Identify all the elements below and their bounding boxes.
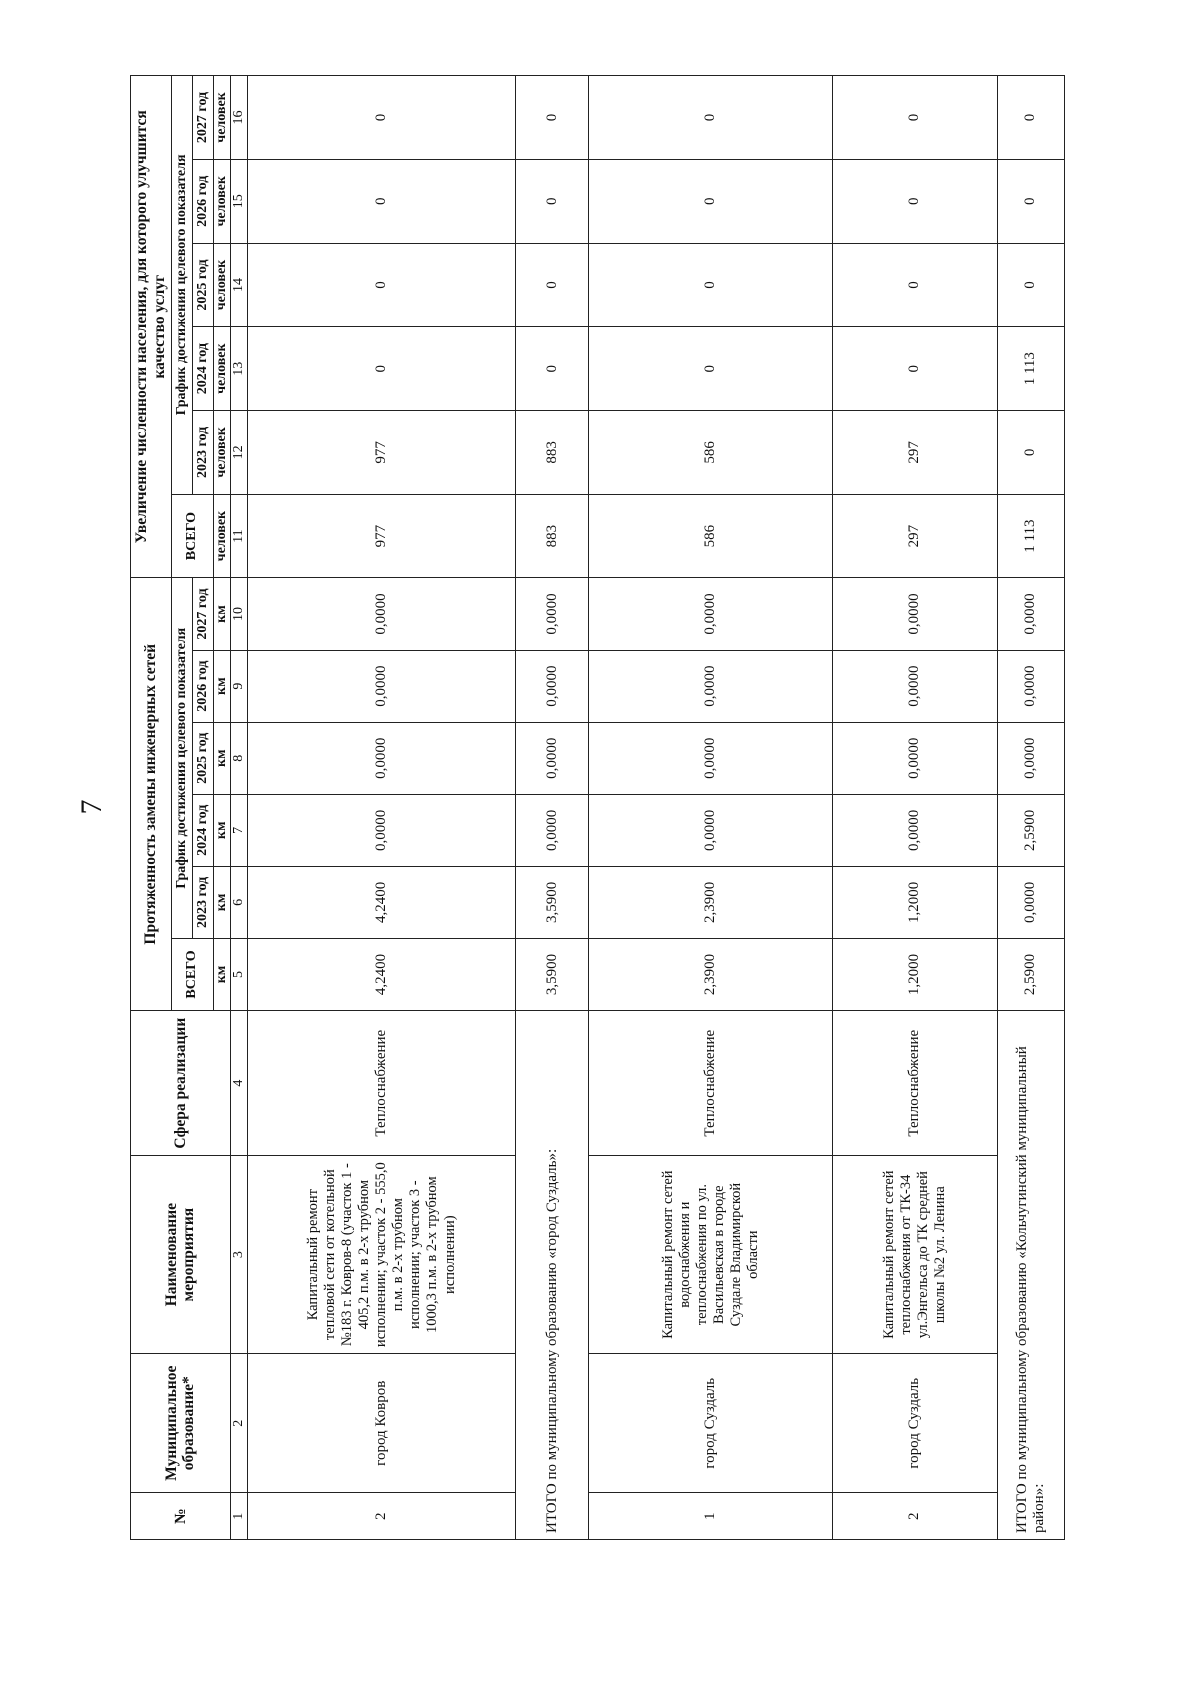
header-municipality: Муниципальное образование* [131,1353,231,1493]
total-people-value: 0 [516,327,589,411]
header-people-year: 2026 год [192,159,213,243]
total-km-value: 0,0000 [516,722,589,794]
column-number: 3 [230,1156,247,1354]
header-network-group: Протяженность замены инженерных сетей [131,578,172,1011]
total-people-value: 0 [997,411,1064,495]
row-people-value: 0 [833,243,998,327]
row-sphere: Теплоснабжение [589,1011,833,1156]
row-measure: Капитальный ремонт сетей теплоснабжения от ТК-34 ул.Энгельса до ТК средней школы №2 ул. Ленина [833,1156,998,1354]
row-people-value: 0 [248,76,516,160]
header-people-year: 2025 год [192,243,213,327]
column-number: 5 [230,938,247,1010]
row-measure: Капитальный ремонт тепловой сети от котельной №183 г. Ковров-8 (участок 1 - 405,2 п.м. в 2-х трубном исполнении; участок 2 - 555,0 п.м. в 2-х трубном исполнении; участок 3 - 1000,3 п.м. в 2-х трубном исполнении) [248,1156,516,1354]
row-people-value: 977 [248,494,516,578]
table-row [833,76,998,1540]
row-km-value: 0,0000 [248,650,516,722]
row-people-value: 0 [589,243,833,327]
column-number: 9 [230,650,247,722]
header-people-year: 2024 год [192,327,213,411]
row-municipality: город Суздаль [589,1353,833,1493]
row-people-value: 297 [833,411,998,495]
total-people-value: 0 [516,243,589,327]
row-sphere: Теплоснабжение [833,1011,998,1156]
column-number: 2 [230,1353,247,1493]
row-people-value: 297 [833,494,998,578]
row-km-value: 0,0000 [248,578,516,650]
row-km-value: 0,0000 [589,794,833,866]
unit-km: км [213,722,230,794]
unit-km: км [213,866,230,938]
column-number: 8 [230,722,247,794]
row-km-value: 4,2400 [248,866,516,938]
row-people-value: 0 [248,243,516,327]
total-km-value: 0,0000 [997,866,1064,938]
row-km-value: 0,0000 [589,650,833,722]
unit-km: км [213,938,230,1010]
total-people-value: 1 113 [997,327,1064,411]
column-number: 6 [230,866,247,938]
total-people-value: 0 [997,76,1064,160]
total-km-value: 0,0000 [516,578,589,650]
header-sphere: Сфера реализации [131,1011,231,1156]
row-km-value: 0,0000 [589,578,833,650]
row-km-value: 1,2000 [833,866,998,938]
row-people-value: 0 [589,159,833,243]
page-number: 7 [75,799,108,815]
row-people-value: 0 [589,76,833,160]
header-people-year: 2027 год [192,76,213,160]
total-people-value: 0 [997,159,1064,243]
unit-people: человек [213,411,230,495]
unit-people: человек [213,327,230,411]
column-number: 14 [230,243,247,327]
row-people-value: 0 [248,327,516,411]
column-number: 7 [230,794,247,866]
header-km-year: 2026 год [192,650,213,722]
row-km-value: 0,0000 [833,578,998,650]
row-km-value: 2,3900 [589,866,833,938]
row-people-value: 586 [589,494,833,578]
total-km-value: 2,5900 [997,938,1064,1010]
row-people-value: 0 [833,76,998,160]
header-no: № [131,1493,231,1540]
header-km-year: 2027 год [192,578,213,650]
row-km-value: 0,0000 [248,794,516,866]
column-number: 16 [230,76,247,160]
total-people-value: 0 [997,243,1064,327]
total-people-value: 1 113 [997,494,1064,578]
column-number: 15 [230,159,247,243]
total-label: ИТОГО по муниципальному образованию «Кольчугинский муниципальный район»: [997,1011,1064,1540]
column-number: 10 [230,578,247,650]
row-km-value: 1,2000 [833,938,998,1010]
row-municipality: город Суздаль [833,1353,998,1493]
engineering-networks-table [130,75,1065,1540]
table-row [248,76,516,1540]
total-people-value: 0 [516,159,589,243]
unit-people: человек [213,159,230,243]
column-number-row [230,76,247,1540]
header-people-schedule: График достижения целевого показателя [171,76,192,495]
total-row [516,76,589,1540]
unit-km: км [213,794,230,866]
row-km-value: 4,2400 [248,938,516,1010]
column-number: 11 [230,494,247,578]
header-people-total: ВСЕГО [171,494,213,578]
header-people-year: 2023 год [192,411,213,495]
row-no: 2 [833,1493,998,1540]
row-sphere: Теплоснабжение [248,1011,516,1156]
row-km-value: 2,3900 [589,938,833,1010]
table-row [589,76,833,1540]
unit-km: км [213,650,230,722]
header-km-year: 2024 год [192,794,213,866]
row-no: 2 [248,1493,516,1540]
header-km-total: ВСЕГО [171,938,213,1010]
column-number: 13 [230,327,247,411]
total-km-value: 0,0000 [997,722,1064,794]
row-people-value: 0 [248,159,516,243]
header-km-year: 2023 год [192,866,213,938]
header-population-group: Увеличение численности населения, для которого улучшится качество услуг [131,76,172,578]
row-people-value: 977 [248,411,516,495]
row-km-value: 0,0000 [833,794,998,866]
row-km-value: 0,0000 [833,722,998,794]
total-km-value: 0,0000 [516,650,589,722]
row-municipality: город Ковров [248,1353,516,1493]
column-number: 4 [230,1011,247,1156]
total-km-value: 2,5900 [997,794,1064,866]
row-no: 1 [589,1493,833,1540]
total-km-value: 3,5900 [516,938,589,1010]
unit-people: человек [213,494,230,578]
total-km-value: 3,5900 [516,866,589,938]
total-km-value: 0,0000 [516,794,589,866]
header-measure: Наименование мероприятия [131,1156,231,1354]
total-km-value: 0,0000 [997,578,1064,650]
total-people-value: 0 [516,76,589,160]
row-km-value: 0,0000 [833,650,998,722]
column-number: 12 [230,411,247,495]
row-people-value: 586 [589,411,833,495]
unit-people: человек [213,76,230,160]
row-people-value: 0 [833,159,998,243]
column-number: 1 [230,1493,247,1540]
row-km-value: 0,0000 [589,722,833,794]
unit-people: человек [213,243,230,327]
header-km-schedule: График достижения целевого показателя [171,578,192,938]
row-people-value: 0 [589,327,833,411]
header-km-year: 2025 год [192,722,213,794]
unit-km: км [213,578,230,650]
total-km-value: 0,0000 [997,650,1064,722]
total-people-value: 883 [516,494,589,578]
total-people-value: 883 [516,411,589,495]
row-measure: Капитальный ремонт сетей водоснабжения и теплоснабжения по ул. Васильевская в городе Суздале Владимирской области [589,1156,833,1354]
total-label: ИТОГО по муниципальному образованию «город Суздаль»: [516,1011,589,1540]
row-people-value: 0 [833,327,998,411]
row-km-value: 0,0000 [248,722,516,794]
total-row [997,76,1064,1540]
rotated-table-sheet [130,75,1065,1540]
